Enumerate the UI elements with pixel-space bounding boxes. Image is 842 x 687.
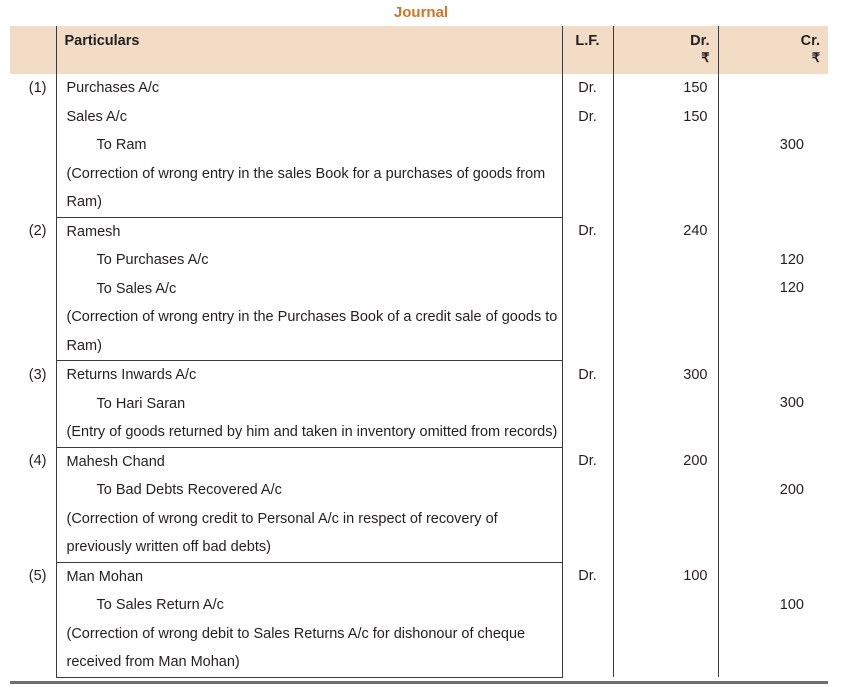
journal-entry-row [10,74,828,217]
credit-amount-value: 120 [779,251,804,268]
ledger-folio-value [563,246,613,275]
entry-narration: (Entry of goods returned by him and taken in inventory omitted from records) [66,424,558,440]
journal-entry-row [10,562,828,677]
ledger-folio-cell [562,447,613,562]
ledger-folio-cell [562,361,613,448]
entry-serial-label: (3) [28,366,47,383]
column-header-debit [613,26,718,74]
debit-amount-cell [613,447,718,562]
debit-amount-value [614,246,708,275]
table-bottom-rule [10,681,828,684]
ledger-folio-value: Dr. [578,108,597,125]
journal-entry-row [10,217,828,361]
entry-narration: (Correction of wrong entry in the Purchases Book of a credit sale of goods to Ram) [66,309,558,354]
column-header-lf [562,26,613,74]
column-header-debit-label: Dr. [690,33,710,49]
credit-amount-value: 300 [779,137,804,153]
entry-serial-label: (5) [28,568,47,584]
ledger-folio-value [563,591,613,620]
entry-particulars-cell [56,562,562,677]
credit-amount-value [719,562,805,591]
credit-account-line: To Sales A/c [96,280,177,297]
debit-amount-value [614,476,708,505]
journal-table [10,26,828,678]
entry-serial-label: (1) [28,80,47,96]
credit-account-line: To Purchases A/c [96,252,209,268]
credit-amount-value [719,447,805,476]
credit-amount-cell [718,361,828,448]
entry-particulars-cell [56,361,562,448]
credit-account-line: To Bad Debts Recovered A/c [96,482,282,498]
debit-account-line: Ramesh [66,223,121,240]
debit-amount-value: 240 [683,223,708,239]
debit-amount-value: 150 [683,80,708,96]
debit-account-line: Man Mohan [66,568,144,585]
credit-amount-cell [718,217,828,361]
journal-entry-row [10,361,828,448]
rupee-symbol-credit-icon: ₹ [811,50,820,65]
entry-serial-number [10,562,56,677]
debit-amount-cell [613,562,718,677]
credit-account-line: To Hari Saran [96,395,186,412]
credit-amount-value: 200 [779,481,804,498]
credit-amount-cell [718,74,828,217]
credit-amount-value: 300 [779,395,804,411]
debit-amount-cell [613,361,718,448]
entry-narration: (Correction of wrong credit to Personal A/c in respect of recovery of previously written off bad debts) [66,510,498,555]
ledger-folio-cell [562,562,613,677]
entry-serial-number [10,447,56,562]
ledger-folio-value: Dr. [578,568,597,584]
page-title: Journal [393,4,449,21]
credit-amount-value [719,103,805,132]
entry-serial-number [10,217,56,361]
debit-amount-value [614,389,708,418]
credit-amount-value: 120 [779,280,804,296]
entry-particulars-cell [56,447,562,562]
ledger-folio-value: Dr. [578,366,597,383]
header-row [10,26,828,74]
ledger-folio-value: Dr. [578,80,597,96]
rupee-symbol-debit-icon: ₹ [701,50,710,65]
ledger-folio-value [563,131,613,160]
column-header-particulars-label: Particulars [64,33,140,49]
credit-amount-value [719,361,805,390]
debit-amount-value [614,131,708,160]
debit-account-line: Returns Inwards A/c [66,367,197,383]
debit-amount-value: 200 [683,453,708,469]
credit-account-line: To Sales Return A/c [96,597,224,613]
debit-amount-value [614,591,708,620]
column-header-serial-label [10,26,56,74]
column-header-particulars [56,26,562,74]
entry-narration: (Correction of wrong debit to Sales Returns A/c for dishonour of cheque received from Man Mohan) [66,625,526,670]
debit-amount-cell [613,217,718,361]
debit-account-line: Sales A/c [66,108,127,125]
journal-entry-row [10,447,828,562]
ledger-folio-value: Dr. [578,223,597,239]
ledger-folio-cell [562,217,613,361]
ledger-folio-value [563,476,613,505]
ledger-folio-value: Dr. [578,453,597,469]
debit-account-line: Purchases A/c [66,80,160,96]
column-header-serial [10,26,56,74]
journal-table-container [10,26,828,678]
ledger-folio-value [563,274,613,303]
entry-serial-label: (4) [28,453,47,469]
debit-amount-value [614,274,708,303]
entry-particulars-cell [56,74,562,217]
ledger-folio-value [563,389,613,418]
entry-particulars-cell [56,217,562,361]
table-body [10,74,828,677]
entry-serial-number [10,74,56,217]
credit-amount-cell [718,447,828,562]
ledger-folio-cell [562,74,613,217]
debit-amount-value: 150 [683,108,708,125]
entry-serial-number [10,361,56,448]
debit-amount-value: 300 [683,366,708,383]
credit-amount-value: 100 [779,596,804,613]
debit-amount-value: 100 [683,568,708,584]
credit-amount-value [719,217,805,246]
table-header [10,26,828,74]
credit-account-line: To Ram [96,137,147,153]
column-header-credit [718,26,828,74]
credit-amount-value [719,74,805,103]
entry-narration: (Correction of wrong entry in the sales Book for a purchases of goods from Ram) [66,165,546,210]
entry-serial-label: (2) [28,223,47,239]
column-header-credit-label: Cr. [800,33,820,49]
debit-account-line: Mahesh Chand [66,453,165,470]
column-header-lf-label: L.F. [575,33,600,49]
credit-amount-cell [718,562,828,677]
debit-amount-cell [613,74,718,217]
